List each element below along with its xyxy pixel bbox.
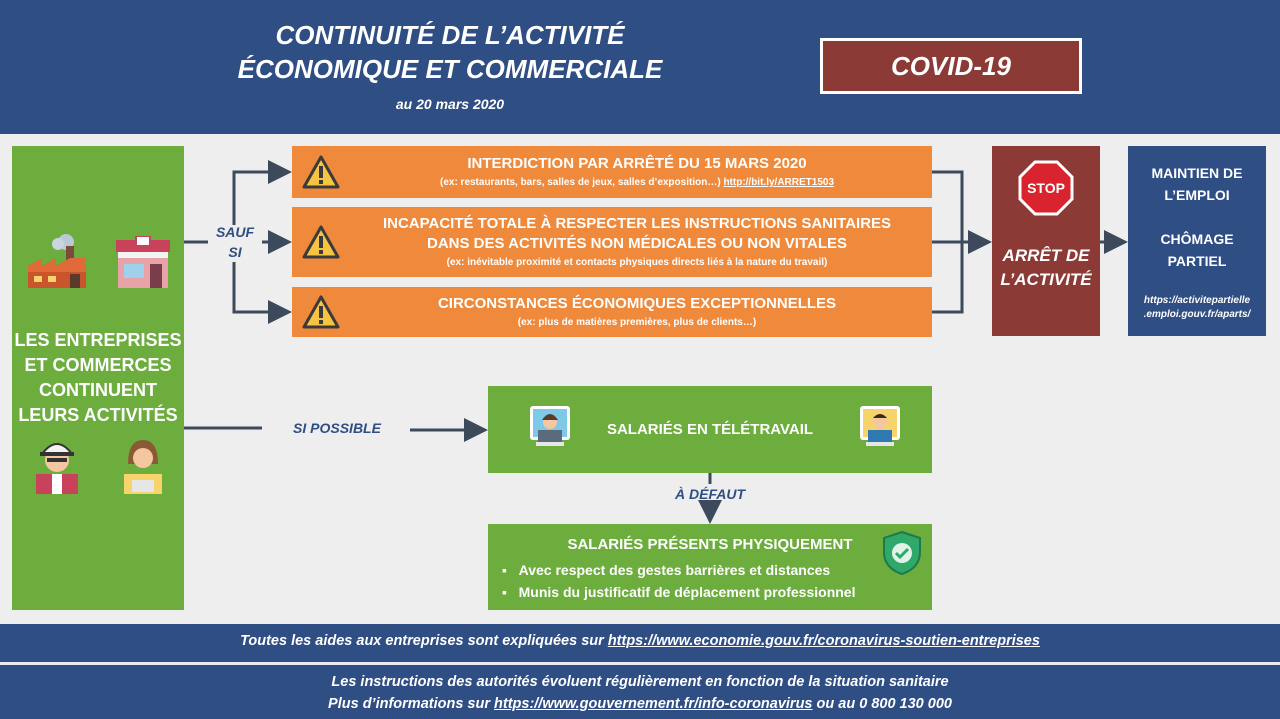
presents-bullet: ▪ Munis du justificatif de déplacement professionnel — [502, 584, 856, 600]
arrete-link[interactable]: http://bit.ly/ARRET1503 — [723, 177, 835, 188]
footer-divider — [0, 662, 1280, 665]
shield-check-icon — [882, 530, 922, 576]
presents-bullet: ▪ Avec respect des gestes barrières et distances — [502, 562, 831, 578]
remote-worker-icon — [858, 404, 902, 448]
footer-infos: Plus d’informations sur https://www.gouvernement.fr/info-coronavirus ou au 0 800 130 000 — [328, 696, 952, 712]
sauf-si-label: SAUF SI — [215, 224, 255, 260]
condition-incapacite: INCAPACITÉ TOTALE À RESPECTER LES INSTRUCTIONS SANITAIRES DANS DES ACTIVITÉS NON MÉDICALES OU NON VITALES (ex: inévitable proximité et contacts physiques directs liés à la nature du travail) — [292, 207, 932, 277]
connector-to-condition-3 — [234, 262, 286, 312]
title-line-2: ÉCONOMIQUE ET COMMERCIALE — [237, 54, 663, 84]
a-defaut-label: À DÉFAUT — [675, 486, 745, 502]
worker-icon — [30, 434, 84, 494]
economie-link[interactable]: https://www.economie.gouv.fr/coronavirus-soutien-entreprises — [607, 633, 1040, 649]
warning-icon — [302, 224, 340, 260]
stop-label: ARRÊT DE L’ACTIVITÉ — [1000, 246, 1092, 289]
warning-icon — [302, 154, 340, 190]
remote-worker-icon — [528, 404, 572, 448]
condition-interdiction: INTERDICTION PAR ARRÊTÉ DU 15 MARS 2020 (ex: restaurants, bars, salles de jeux, salles d’exposition…) http://bit.ly/ARRET1503 — [292, 146, 932, 198]
covid-badge: COVID-19 — [820, 38, 1082, 94]
si-possible-label: SI POSSIBLE — [293, 420, 381, 436]
emploi-url[interactable]: https://activitepartielle .emploi.gouv.fr/aparts/ — [1143, 295, 1251, 320]
factory-icon — [26, 232, 88, 288]
date-label: au 20 mars 2020 — [395, 96, 505, 112]
office-woman-icon — [120, 434, 166, 494]
connector-to-condition-1 — [234, 172, 286, 225]
condition-circonstances: CIRCONSTANCES ÉCONOMIQUES EXCEPTIONNELLES (ex: plus de matières premières, plus de clients…) — [292, 287, 932, 337]
left-label: LES ENTREPRISES ET COMMERCES CONTINUENT LEURS ACTIVITÉS — [14, 330, 182, 425]
footer-instructions: Les instructions des autorités évoluent régulièrement en fonction de la situation sanitaire — [331, 674, 949, 690]
gouvernement-link[interactable]: https://www.gouvernement.fr/info-coronavirus — [494, 696, 813, 712]
stop-sign-text: STOP — [1027, 180, 1065, 196]
teletravail-box: SALARIÉS EN TÉLÉTRAVAIL — [488, 386, 932, 473]
warning-icon — [302, 294, 340, 330]
footer-aides: Toutes les aides aux entreprises sont expliquées sur https://www.economie.gouv.fr/coronavirus-soutien-entreprises — [240, 633, 1040, 649]
presents-box — [488, 524, 932, 610]
presents-title: SALARIÉS PRÉSENTS PHYSIQUEMENT — [567, 536, 853, 553]
stop-sign-icon — [1018, 160, 1074, 216]
shop-icon — [114, 236, 172, 288]
emploi-box: MAINTIEN DE L’EMPLOI CHÔMAGE PARTIEL https://activitepartielle .emploi.gouv.fr/aparts/ — [1128, 146, 1266, 336]
title-line-1: CONTINUITÉ DE L’ACTIVITÉ — [275, 20, 625, 50]
